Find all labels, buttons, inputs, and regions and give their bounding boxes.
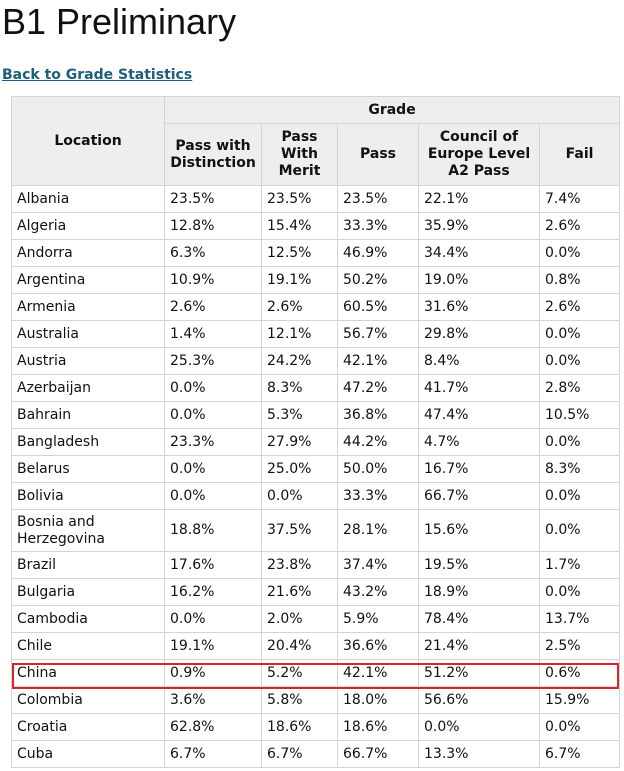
- fail-cell: 15.9%: [540, 687, 620, 714]
- pass-with-merit-cell: 23.5%: [262, 186, 338, 213]
- fail-cell: 0.0%: [540, 429, 620, 456]
- a2-pass-cell: 47.4%: [419, 402, 540, 429]
- location-cell: Cambodia: [12, 606, 165, 633]
- pass-with-merit-cell: 37.5%: [262, 510, 338, 552]
- pass-with-distinction-cell: 0.0%: [165, 606, 262, 633]
- pass-with-distinction-cell: 0.0%: [165, 402, 262, 429]
- pass-with-merit-cell: 5.2%: [262, 660, 338, 687]
- pass-with-distinction-cell: 10.9%: [165, 267, 262, 294]
- pass-with-merit-cell: 12.5%: [262, 240, 338, 267]
- fail-cell: 6.7%: [540, 741, 620, 768]
- pass-cell: 33.3%: [338, 483, 419, 510]
- a2-pass-cell: 35.9%: [419, 213, 540, 240]
- a2-pass-cell: 15.6%: [419, 510, 540, 552]
- a2-pass-cell: 8.4%: [419, 348, 540, 375]
- a2-pass-cell: 16.7%: [419, 456, 540, 483]
- table-row: [12, 483, 620, 510]
- pass-with-distinction-cell: 17.6%: [165, 552, 262, 579]
- table-row: [12, 510, 620, 552]
- location-cell: Andorra: [12, 240, 165, 267]
- pass-cell: 37.4%: [338, 552, 419, 579]
- table-row: [12, 348, 620, 375]
- fail-cell: 0.0%: [540, 321, 620, 348]
- fail-cell: 2.6%: [540, 213, 620, 240]
- location-cell: Armenia: [12, 294, 165, 321]
- table-row: [12, 294, 620, 321]
- pass-with-distinction-cell: 2.6%: [165, 294, 262, 321]
- a2-pass-cell: 0.0%: [419, 714, 540, 741]
- a2-pass-cell: 31.6%: [419, 294, 540, 321]
- fail-cell: 2.6%: [540, 294, 620, 321]
- table-row: [12, 456, 620, 483]
- location-cell: China: [12, 660, 165, 687]
- table-row: [12, 660, 620, 687]
- pass-with-merit-cell: 25.0%: [262, 456, 338, 483]
- pass-header: Pass: [338, 124, 419, 186]
- pass-cell: 50.2%: [338, 267, 419, 294]
- pass-cell: 60.5%: [338, 294, 419, 321]
- pass-cell: 5.9%: [338, 606, 419, 633]
- pass-cell: 44.2%: [338, 429, 419, 456]
- table-row: [12, 267, 620, 294]
- a2-pass-cell: 78.4%: [419, 606, 540, 633]
- a2-pass-header: Council of Europe Level A2 Pass: [419, 124, 540, 186]
- pass-with-distinction-cell: 19.1%: [165, 633, 262, 660]
- pass-with-distinction-cell: 62.8%: [165, 714, 262, 741]
- pass-cell: 66.7%: [338, 741, 419, 768]
- location-cell: Australia: [12, 321, 165, 348]
- pass-cell: 23.5%: [338, 186, 419, 213]
- table-row: [12, 687, 620, 714]
- location-cell: Algeria: [12, 213, 165, 240]
- fail-cell: 0.0%: [540, 483, 620, 510]
- table-row: [12, 633, 620, 660]
- pass-cell: 42.1%: [338, 660, 419, 687]
- a2-pass-cell: 56.6%: [419, 687, 540, 714]
- location-cell: Argentina: [12, 267, 165, 294]
- fail-cell: 0.0%: [540, 510, 620, 552]
- fail-cell: 0.8%: [540, 267, 620, 294]
- pass-with-distinction-cell: 25.3%: [165, 348, 262, 375]
- pass-with-merit-cell: 23.8%: [262, 552, 338, 579]
- back-to-grade-statistics-link[interactable]: Back to Grade Statistics: [2, 67, 193, 83]
- pass-with-merit-cell: 19.1%: [262, 267, 338, 294]
- location-cell: Chile: [12, 633, 165, 660]
- location-cell: Belarus: [12, 456, 165, 483]
- pass-with-merit-cell: 5.3%: [262, 402, 338, 429]
- pass-with-distinction-cell: 0.0%: [165, 375, 262, 402]
- pass-with-distinction-cell: 1.4%: [165, 321, 262, 348]
- table-row: [12, 186, 620, 213]
- pass-with-merit-cell: 6.7%: [262, 741, 338, 768]
- fail-cell: 0.0%: [540, 714, 620, 741]
- pass-with-distinction-cell: 23.3%: [165, 429, 262, 456]
- fail-cell: 0.0%: [540, 240, 620, 267]
- pass-with-distinction-cell: 18.8%: [165, 510, 262, 552]
- table-row: [12, 402, 620, 429]
- a2-pass-cell: 18.9%: [419, 579, 540, 606]
- fail-cell: 7.4%: [540, 186, 620, 213]
- location-cell: Cuba: [12, 741, 165, 768]
- pass-cell: 18.6%: [338, 714, 419, 741]
- pass-with-distinction-cell: 0.0%: [165, 456, 262, 483]
- pass-cell: 56.7%: [338, 321, 419, 348]
- table-row: [12, 321, 620, 348]
- a2-pass-cell: 41.7%: [419, 375, 540, 402]
- location-cell: Azerbaijan: [12, 375, 165, 402]
- pass-with-merit-cell: 15.4%: [262, 213, 338, 240]
- pass-with-merit-header: Pass With Merit: [262, 124, 338, 186]
- fail-cell: 0.6%: [540, 660, 620, 687]
- fail-cell: 2.8%: [540, 375, 620, 402]
- fail-cell: 10.5%: [540, 402, 620, 429]
- pass-with-distinction-cell: 12.8%: [165, 213, 262, 240]
- location-cell: Colombia: [12, 687, 165, 714]
- pass-with-merit-cell: 8.3%: [262, 375, 338, 402]
- table-row: [12, 552, 620, 579]
- location-cell: Bosnia and Herzegovina: [12, 510, 165, 552]
- pass-cell: 36.8%: [338, 402, 419, 429]
- pass-with-distinction-cell: 3.6%: [165, 687, 262, 714]
- table-row: [12, 429, 620, 456]
- fail-cell: 8.3%: [540, 456, 620, 483]
- a2-pass-cell: 4.7%: [419, 429, 540, 456]
- pass-with-merit-cell: 21.6%: [262, 579, 338, 606]
- page-title: B1 Preliminary: [2, 1, 237, 42]
- a2-pass-cell: 34.4%: [419, 240, 540, 267]
- pass-cell: 42.1%: [338, 348, 419, 375]
- pass-with-merit-cell: 18.6%: [262, 714, 338, 741]
- pass-with-merit-cell: 0.0%: [262, 483, 338, 510]
- pass-with-distinction-cell: 6.7%: [165, 741, 262, 768]
- table-row: [12, 375, 620, 402]
- pass-cell: 18.0%: [338, 687, 419, 714]
- location-cell: Bolivia: [12, 483, 165, 510]
- pass-cell: 50.0%: [338, 456, 419, 483]
- pass-with-distinction-cell: 0.9%: [165, 660, 262, 687]
- pass-with-distinction-cell: 6.3%: [165, 240, 262, 267]
- fail-cell: 0.0%: [540, 348, 620, 375]
- pass-with-merit-cell: 27.9%: [262, 429, 338, 456]
- table-row: [12, 606, 620, 633]
- table-row: [12, 714, 620, 741]
- pass-with-merit-cell: 24.2%: [262, 348, 338, 375]
- location-cell: Albania: [12, 186, 165, 213]
- table-row: [12, 240, 620, 267]
- fail-cell: 0.0%: [540, 579, 620, 606]
- pass-with-merit-cell: 2.0%: [262, 606, 338, 633]
- pass-with-distinction-cell: 23.5%: [165, 186, 262, 213]
- a2-pass-cell: 13.3%: [419, 741, 540, 768]
- pass-with-merit-cell: 2.6%: [262, 294, 338, 321]
- grade-statistics-table: [11, 96, 620, 768]
- pass-with-merit-cell: 20.4%: [262, 633, 338, 660]
- location-cell: Austria: [12, 348, 165, 375]
- grade-group-header: Grade: [165, 97, 620, 124]
- pass-cell: 47.2%: [338, 375, 419, 402]
- fail-cell: 1.7%: [540, 552, 620, 579]
- a2-pass-cell: 19.5%: [419, 552, 540, 579]
- pass-cell: 33.3%: [338, 213, 419, 240]
- pass-cell: 36.6%: [338, 633, 419, 660]
- location-cell: Brazil: [12, 552, 165, 579]
- a2-pass-cell: 51.2%: [419, 660, 540, 687]
- table-row: [12, 741, 620, 768]
- a2-pass-cell: 66.7%: [419, 483, 540, 510]
- a2-pass-cell: 22.1%: [419, 186, 540, 213]
- pass-with-merit-cell: 5.8%: [262, 687, 338, 714]
- pass-cell: 46.9%: [338, 240, 419, 267]
- table-body: [12, 186, 620, 768]
- a2-pass-cell: 29.8%: [419, 321, 540, 348]
- pass-with-distinction-cell: 0.0%: [165, 483, 262, 510]
- pass-with-merit-cell: 12.1%: [262, 321, 338, 348]
- table-row: [12, 213, 620, 240]
- fail-cell: 13.7%: [540, 606, 620, 633]
- fail-cell: 2.5%: [540, 633, 620, 660]
- location-cell: Bahrain: [12, 402, 165, 429]
- fail-header: Fail: [540, 124, 620, 186]
- a2-pass-cell: 21.4%: [419, 633, 540, 660]
- location-cell: Bangladesh: [12, 429, 165, 456]
- pass-with-distinction-cell: 16.2%: [165, 579, 262, 606]
- table-row: [12, 579, 620, 606]
- pass-with-distinction-header: Pass with Distinction: [165, 124, 262, 186]
- location-cell: Croatia: [12, 714, 165, 741]
- location-column-header: Location: [12, 97, 165, 186]
- pass-cell: 28.1%: [338, 510, 419, 552]
- a2-pass-cell: 19.0%: [419, 267, 540, 294]
- pass-cell: 43.2%: [338, 579, 419, 606]
- location-cell: Bulgaria: [12, 579, 165, 606]
